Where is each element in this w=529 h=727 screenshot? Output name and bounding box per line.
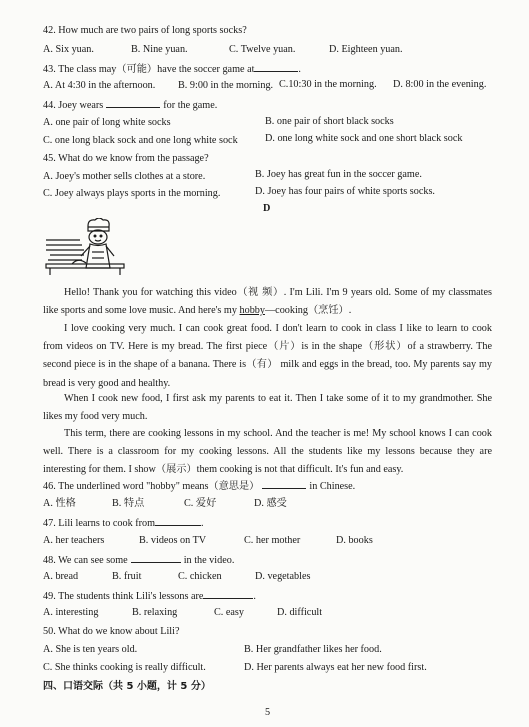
page-number: 5 [265,707,271,718]
q42-option-c[interactable]: C. Twelve yuan. [229,44,296,55]
q45-option-a[interactable]: A. Joey's mother sells clothes at a store. [43,171,206,182]
passage-paragraph-1 [43,284,492,320]
q47-stem [43,516,204,531]
q42-stem: 42. How much are two pairs of long sports socks? [43,25,247,36]
passage-paragraph-4: This term, there are cooking lessons in my school. And the teacher is me! My school knows I can cook well. There is a classroom for my cooking lessons. All the students like my lessons because they are interesting for them. I show（展示）them cooking is not that difficult. It's fun and easy. [43,428,492,476]
q49-stem [43,589,256,604]
q50-option-d[interactable]: D. Her parents always eat her new food first. [244,662,427,673]
q43-stem-text: 43. The class may（可能）have the soccer game at [43,64,255,75]
q47-option-c[interactable]: C. her mother [244,535,301,546]
q44-option-a[interactable]: A. one pair of long white socks [43,117,171,128]
q43-option-a[interactable]: A. At 4:30 in the afternoon. [43,80,156,91]
q49-option-c[interactable]: C. easy [214,607,244,618]
section-4-heading: 四、口语交际（共 5 小题，计 5 分） [43,681,211,692]
q44-option-d[interactable]: D. one long white sock and one short black sock [265,133,463,144]
q47-option-d[interactable]: D. books [336,535,373,546]
q46-option-c[interactable]: C. 爱好 [184,498,217,509]
q48-stem-text: 48. We can see some [43,555,128,566]
chef-cooking-illustration [44,218,126,276]
q43-option-c[interactable]: C.10:30 in the morning. [279,79,377,90]
q49-answer-blank[interactable] [203,589,253,599]
q48-option-c[interactable]: C. chicken [178,571,222,582]
q47-stem-end: . [201,518,204,529]
q50-option-c[interactable]: C. She thinks cooking is really difficult. [43,662,206,673]
q46-stem-end: in Chinese. [309,481,356,492]
passage-p1-start: Hello! Thank you for watching this video（视 频）. I'm Lili. I'm 9 years old. Some of my classmates like sports and some love music. And here's my [43,287,492,317]
section-letter-d: D [263,203,271,214]
q44-option-c[interactable]: C. one long black sock and one long white sock [43,135,238,146]
q44-answer-blank[interactable] [106,98,160,108]
q46-option-d[interactable]: D. 感受 [254,498,287,509]
passage-p1-end: —cooking（烹饪）. [264,305,352,317]
q44-option-b[interactable]: B. one pair of short black socks [265,116,394,127]
q46-stem-text: 46. The underlined word "hobby" means（意思是） [43,481,260,492]
q44-stem-end: for the game. [163,100,218,111]
q48-stem-end: in the video. [183,555,235,566]
q45-option-c[interactable]: C. Joey always plays sports in the morning. [43,188,221,199]
q42-option-b[interactable]: B. Nine yuan. [131,44,188,55]
q43-option-b[interactable]: B. 9:00 in the morning. [178,80,274,91]
q43-option-d[interactable]: D. 8:00 in the evening. [393,79,487,90]
q43-answer-blank[interactable] [254,62,298,72]
q50-stem: 50. What do we know about Lili? [43,626,180,637]
q46-option-a[interactable]: A. 性格 [43,498,76,509]
q49-option-d[interactable]: D. difficult [277,607,323,618]
q48-option-b[interactable]: B. fruit [112,571,142,582]
q47-stem-text: 47. Lili learns to cook from [43,518,156,529]
q47-option-b[interactable]: B. videos on TV [139,535,207,546]
q48-option-d[interactable]: D. vegetables [255,571,311,582]
q48-answer-blank[interactable] [131,553,181,563]
q43-stem [43,62,301,77]
q46-stem [43,479,355,494]
q45-option-d[interactable]: D. Joey has four pairs of white sports socks. [255,186,435,197]
q49-stem-end: . [253,591,256,602]
q48-stem [43,553,234,568]
underlined-word-hobby: hobby [239,305,265,317]
q50-option-b[interactable]: B. Her grandfather likes her food. [244,644,382,655]
q47-option-a[interactable]: A. her teachers [43,535,105,546]
q46-answer-blank[interactable] [262,479,306,489]
q48-option-a[interactable]: A. bread [43,571,79,582]
q47-answer-blank[interactable] [155,516,201,526]
q49-option-b[interactable]: B. relaxing [132,607,178,618]
q45-option-b[interactable]: B. Joey has great fun in the soccer game. [255,169,422,180]
q42-option-d[interactable]: D. Eighteen yuan. [329,44,403,55]
q50-option-a[interactable]: A. She is ten years old. [43,644,138,655]
q42-option-a[interactable]: A. Six yuan. [43,44,94,55]
q44-stem-text: 44. Joey wears [43,100,104,111]
q45-stem: 45. What do we know from the passage? [43,153,209,164]
q49-stem-text: 49. The students think Lili's lessons are [43,591,204,602]
q49-option-a[interactable]: A. interesting [43,607,99,618]
passage-paragraph-3: When I cook new food, I first ask my parents to eat it. Then I take some of it to my grandmother. She likes my food very much. [43,393,492,423]
q44-stem [43,98,217,113]
q43-stem-end: . [298,64,301,75]
q46-option-b[interactable]: B. 特点 [112,498,145,509]
passage-paragraph-2: I love cooking very much. I can cook great food. I don't learn to cook in class I like to learn to cook from videos on TV. Here is my bread. The first piece（片）is in the shape（形状）of a strawberry. The second piece is in the shape of a banana. There is（有） milk and eggs in the bread, too. My parents say my bread is very good and healthy. [43,323,492,389]
